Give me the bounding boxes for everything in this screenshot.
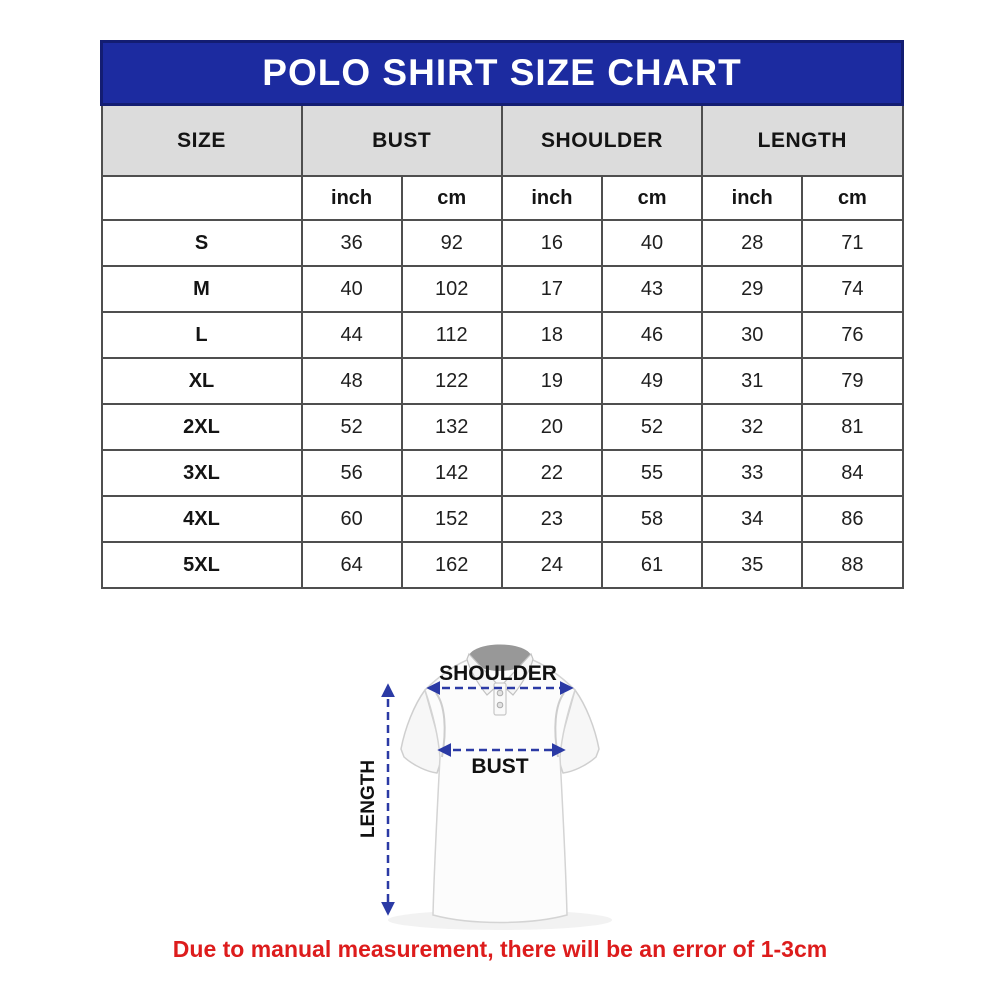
measurement-value: 40 <box>302 266 402 312</box>
unit-header-shoulder-cm: cm <box>602 176 702 220</box>
table-row-m <box>102 266 903 312</box>
measurement-value: 16 <box>502 220 602 266</box>
measurement-value: 28 <box>702 220 802 266</box>
measurement-value: 74 <box>802 266 902 312</box>
column-header-size: SIZE <box>102 105 302 177</box>
column-header-shoulder: SHOULDER <box>502 105 702 177</box>
size-label: 3XL <box>102 450 302 496</box>
measurement-value: 30 <box>702 312 802 358</box>
unit-header-length-cm: cm <box>802 176 902 220</box>
measurement-value: 20 <box>502 404 602 450</box>
measurement-value: 112 <box>402 312 502 358</box>
measurement-value: 64 <box>302 542 402 588</box>
measurement-value: 33 <box>702 450 802 496</box>
measurement-value: 71 <box>802 220 902 266</box>
measurement-value: 31 <box>702 358 802 404</box>
size-label: S <box>102 220 302 266</box>
measurement-value: 35 <box>702 542 802 588</box>
measurement-value: 49 <box>602 358 702 404</box>
measurement-value: 88 <box>802 542 902 588</box>
measurement-value: 40 <box>602 220 702 266</box>
measurement-value: 81 <box>802 404 902 450</box>
size-label: 5XL <box>102 542 302 588</box>
measurement-value: 55 <box>602 450 702 496</box>
size-label: L <box>102 312 302 358</box>
measurement-value: 84 <box>802 450 902 496</box>
column-header-row <box>102 105 903 177</box>
measurement-value: 86 <box>802 496 902 542</box>
measurement-value: 102 <box>402 266 502 312</box>
measurement-value: 122 <box>402 358 502 404</box>
unit-header-length-inch: inch <box>702 176 802 220</box>
size-chart-table <box>100 40 904 589</box>
measurement-disclaimer: Due to manual measurement, there will be an error of 1-3cm <box>172 936 828 962</box>
bust-measure-label: BUST <box>471 755 529 778</box>
measurement-value: 142 <box>402 450 502 496</box>
size-label: M <box>102 266 302 312</box>
measurement-value: 32 <box>702 404 802 450</box>
shoulder-measure-label: SHOULDER <box>439 662 557 685</box>
measurement-value: 52 <box>602 404 702 450</box>
table-row-5xl <box>102 542 903 588</box>
column-header-length: LENGTH <box>702 105 902 177</box>
measurement-value: 22 <box>502 450 602 496</box>
table-row-4xl <box>102 496 903 542</box>
measurement-value: 58 <box>602 496 702 542</box>
unit-header-bust-cm: cm <box>402 176 502 220</box>
column-header-bust: BUST <box>302 105 502 177</box>
measurement-value: 43 <box>602 266 702 312</box>
measurement-value: 52 <box>302 404 402 450</box>
length-measure-label: LENGTH <box>358 759 379 839</box>
measurement-value: 18 <box>502 312 602 358</box>
measurement-value: 132 <box>402 404 502 450</box>
measurement-value: 34 <box>702 496 802 542</box>
measurement-value: 56 <box>302 450 402 496</box>
measurement-value: 60 <box>302 496 402 542</box>
chart-title: POLO SHIRT SIZE CHART <box>102 42 903 105</box>
unit-header-empty <box>102 176 302 220</box>
measurement-value: 162 <box>402 542 502 588</box>
measurement-value: 61 <box>602 542 702 588</box>
measurement-value: 76 <box>802 312 902 358</box>
unit-header-bust-inch: inch <box>302 176 402 220</box>
measurement-value: 44 <box>302 312 402 358</box>
measurement-value: 24 <box>502 542 602 588</box>
size-label: XL <box>102 358 302 404</box>
table-row-2xl <box>102 404 903 450</box>
measurement-value: 17 <box>502 266 602 312</box>
size-label: 2XL <box>102 404 302 450</box>
measurement-value: 19 <box>502 358 602 404</box>
button-icon <box>497 702 503 708</box>
table-row-3xl <box>102 450 903 496</box>
polo-shirt-diagram <box>340 633 660 933</box>
measurement-value: 46 <box>602 312 702 358</box>
table-row-s <box>102 220 903 266</box>
measurement-value: 48 <box>302 358 402 404</box>
unit-header-row <box>102 176 903 220</box>
size-label: 4XL <box>102 496 302 542</box>
measurement-value: 23 <box>502 496 602 542</box>
unit-header-shoulder-inch: inch <box>502 176 602 220</box>
table-row-l <box>102 312 903 358</box>
measurement-value: 152 <box>402 496 502 542</box>
table-row-xl <box>102 358 903 404</box>
measurement-value: 29 <box>702 266 802 312</box>
measurement-value: 36 <box>302 220 402 266</box>
measurement-value: 92 <box>402 220 502 266</box>
button-icon <box>497 690 503 696</box>
measurement-value: 79 <box>802 358 902 404</box>
title-row <box>102 42 903 105</box>
